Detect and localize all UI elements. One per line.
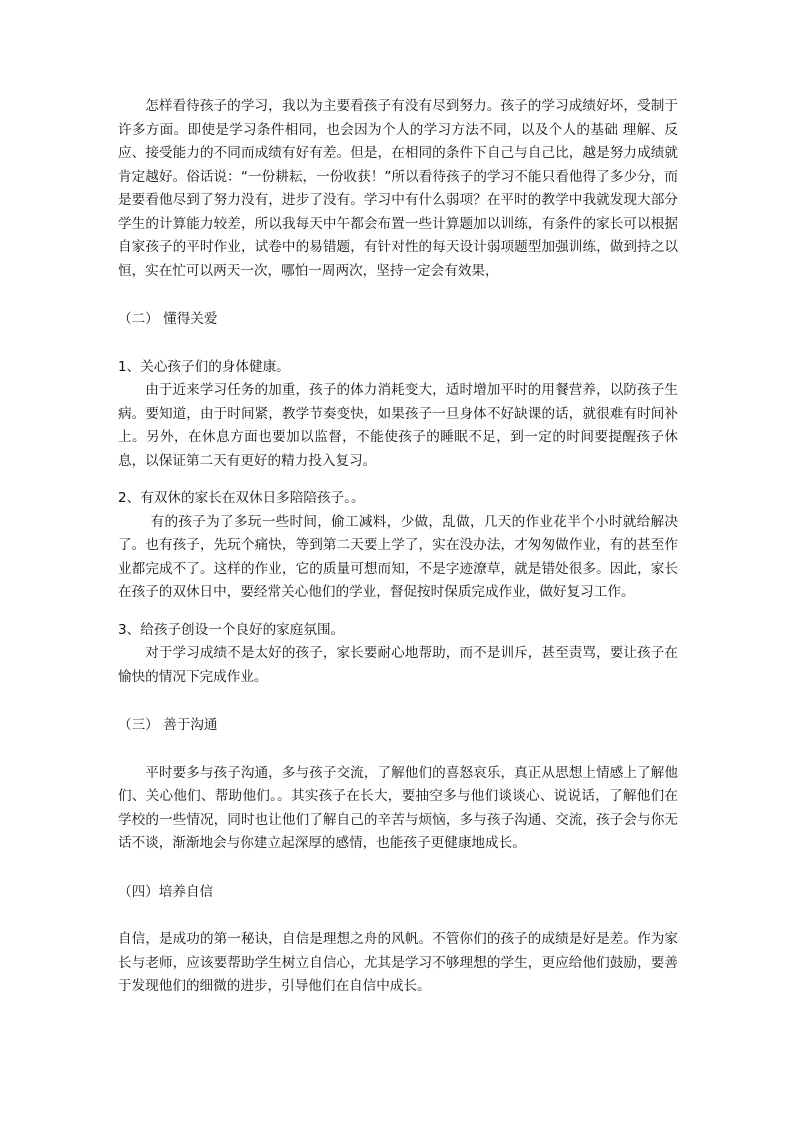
spacer: [118, 473, 678, 487]
item-1-paragraph: 由于近来学习任务的加重，孩子的体力消耗变大，适时增加平时的用餐营养，以防孩子生病。要知道，由于时间紧，教学节奏变快，如果孩子一旦身体不好缺课的话，就很难有时间补上。另外，在休息方面也要加以监督，不能使孩子的睡眠不足，到一定的时间要提醒孩子休息，以保证第二天有更好的精力投入复习。: [118, 382, 678, 469]
item-2-paragraph: 有的孩子为了多玩一些时间，偷工减料，少做，乱做，几天的作业花半个小时就给解决了。也有孩子，先玩个痛快，等到第二天要上学了，实在没办法，才匆匆做作业，有的甚至作业都完成不了。这样的作业，它的质量可想而知，不是字迹潦草，就是错处很多。因此，家长在孩子的双休日中，要经常关心他们的学业，督促按时保质完成作业，做好复习工作。: [118, 513, 678, 600]
item-3-title: 3、给孩子创设一个良好的家庭氛围。: [118, 621, 345, 638]
item-2-title: 2、有双休的家长在双休日多陪陪孩子。。: [118, 490, 365, 506]
section-2-heading: （二） 懂得关爱: [118, 311, 218, 327]
intro-paragraph: 怎样看待孩子的学习，我以为主要看孩子有没有尽到努力。孩子的学习成绩好坏，受制于许多方面。即使是学习条件相同，也会因为个人的学习方法不同，以及个人的基础 理解、反应、接受能力的不同而成绩有好有差。但是，在相同的条件下自己与自己比，越是努力成绩就肯定越好。俗话说：“一份耕耘，一份收获！”所以看待孩子的学习不能只看他得了多少分，而是要看他尽到了努力没有，进步了没有。学习中有什么弱项？在平时的教学中我就发现大部分学生的计算能力较差，所以我每天中午都会布置一些计算题加以训练，有条件的家长可以根据自家孩子的平时作业，试卷中的易错题，有针对性的每天设计弱项题型加强训练，做到持之以恒，实在忙可以两天一次，哪怕一周两次，坚持一定会有效果，: [118, 98, 678, 279]
item-3-paragraph: 对于学习成绩不是太好的孩子，家长要耐心地帮助，而不是训斥，甚至责骂，要让孩子在愉快的情况下完成作业。: [118, 645, 678, 685]
section-4-paragraph: 自信，是成功的第一秘诀，自信是理想之舟的风帆。不管你们的孩子的成绩是好是差。作为家长与老师，应该要帮助学生树立自信心，尤其是学习不够理想的学生，更应给他们鼓励，要善于发现他们的细微的进步，引导他们在自信中成长。: [118, 931, 678, 994]
document-body: [118, 95, 678, 999]
section-3-heading: （三） 善于沟通: [118, 717, 218, 733]
item-1-title: 1、关心孩子们的身体健康。: [118, 358, 290, 375]
section-4-heading: （四）培养自信: [118, 883, 214, 900]
spacer: [118, 605, 678, 619]
section-3-paragraph: 平时要多与孩子沟通，多与孩子交流，了解他们的喜怒哀乐，真正从思想上情感上了解他们、关心他们、帮助他们。。其实孩子在长大，要抽空多与他们谈谈心、说说话，了解他们在学校的一些情况，同时也让他们了解自己的辛苦与烦恼，多与孩子沟通、交流，孩子会与你无话不谈，渐渐地会与你建立起深厚的感情，也能孩子更健康地成长。: [118, 764, 678, 851]
